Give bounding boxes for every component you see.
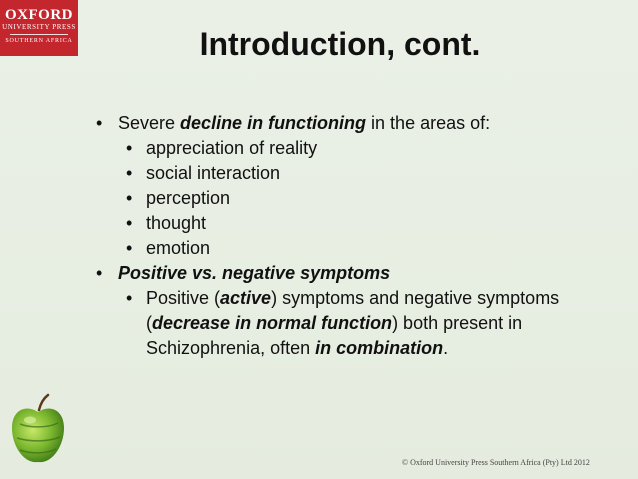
bullet-item [96,111,616,136]
emphasis-text: in combination [315,338,444,358]
sub-bullet-text: . [443,338,449,358]
bullet-glyph: • [126,138,133,158]
oxford-logo [0,0,78,56]
logo-region-text: SOUTHERN AFRICA [5,38,73,44]
sub-bullet-text: thought [146,213,207,233]
sub-bullet-item [96,186,616,211]
bullet-item [96,261,616,286]
bullet-glyph: • [126,213,133,233]
sub-bullet-item [96,211,616,236]
sub-bullet-text: ) both present in Schizophrenia, often [146,313,523,358]
green-apple-icon [8,390,68,470]
bullet-text: Severe [118,113,181,133]
sub-bullet-item [96,286,616,361]
logo-main-text: OXFORD [5,7,73,23]
copyright-footer: © Oxford University Press Southern Africa (Pty) Ltd 2012 [402,458,590,467]
bullet-glyph: • [126,238,133,258]
slide-title: Introduction, cont. [199,26,481,62]
sub-bullet-text: Positive ( [146,288,221,308]
sub-bullet-text: social interaction [146,163,281,183]
slide-content [96,111,616,361]
sub-bullet-text: ) symptoms and negative symptoms ( [146,288,560,333]
bullet-text: in the areas of: [366,113,491,133]
logo-divider [10,34,68,35]
sub-bullet-item [96,136,616,161]
bullet-glyph: • [96,263,103,283]
emphasis-text: Positive vs. negative symptoms [118,263,391,283]
emphasis-text: decrease in normal function [152,313,393,333]
sub-bullet-text: perception [146,188,231,208]
bullet-glyph: • [126,288,133,308]
emphasis-text: decline in functioning [180,113,367,133]
sub-bullet-text: emotion [146,238,211,258]
bullet-glyph: • [96,113,103,133]
bullet-glyph: • [126,188,133,208]
sub-bullet-item [96,161,616,186]
emphasis-text: active [220,288,272,308]
sub-bullet-text: appreciation of reality [146,138,318,158]
sub-bullet-item [96,236,616,261]
bullet-glyph: • [126,163,133,183]
logo-sub-text: UNIVERSITY PRESS [2,23,76,31]
